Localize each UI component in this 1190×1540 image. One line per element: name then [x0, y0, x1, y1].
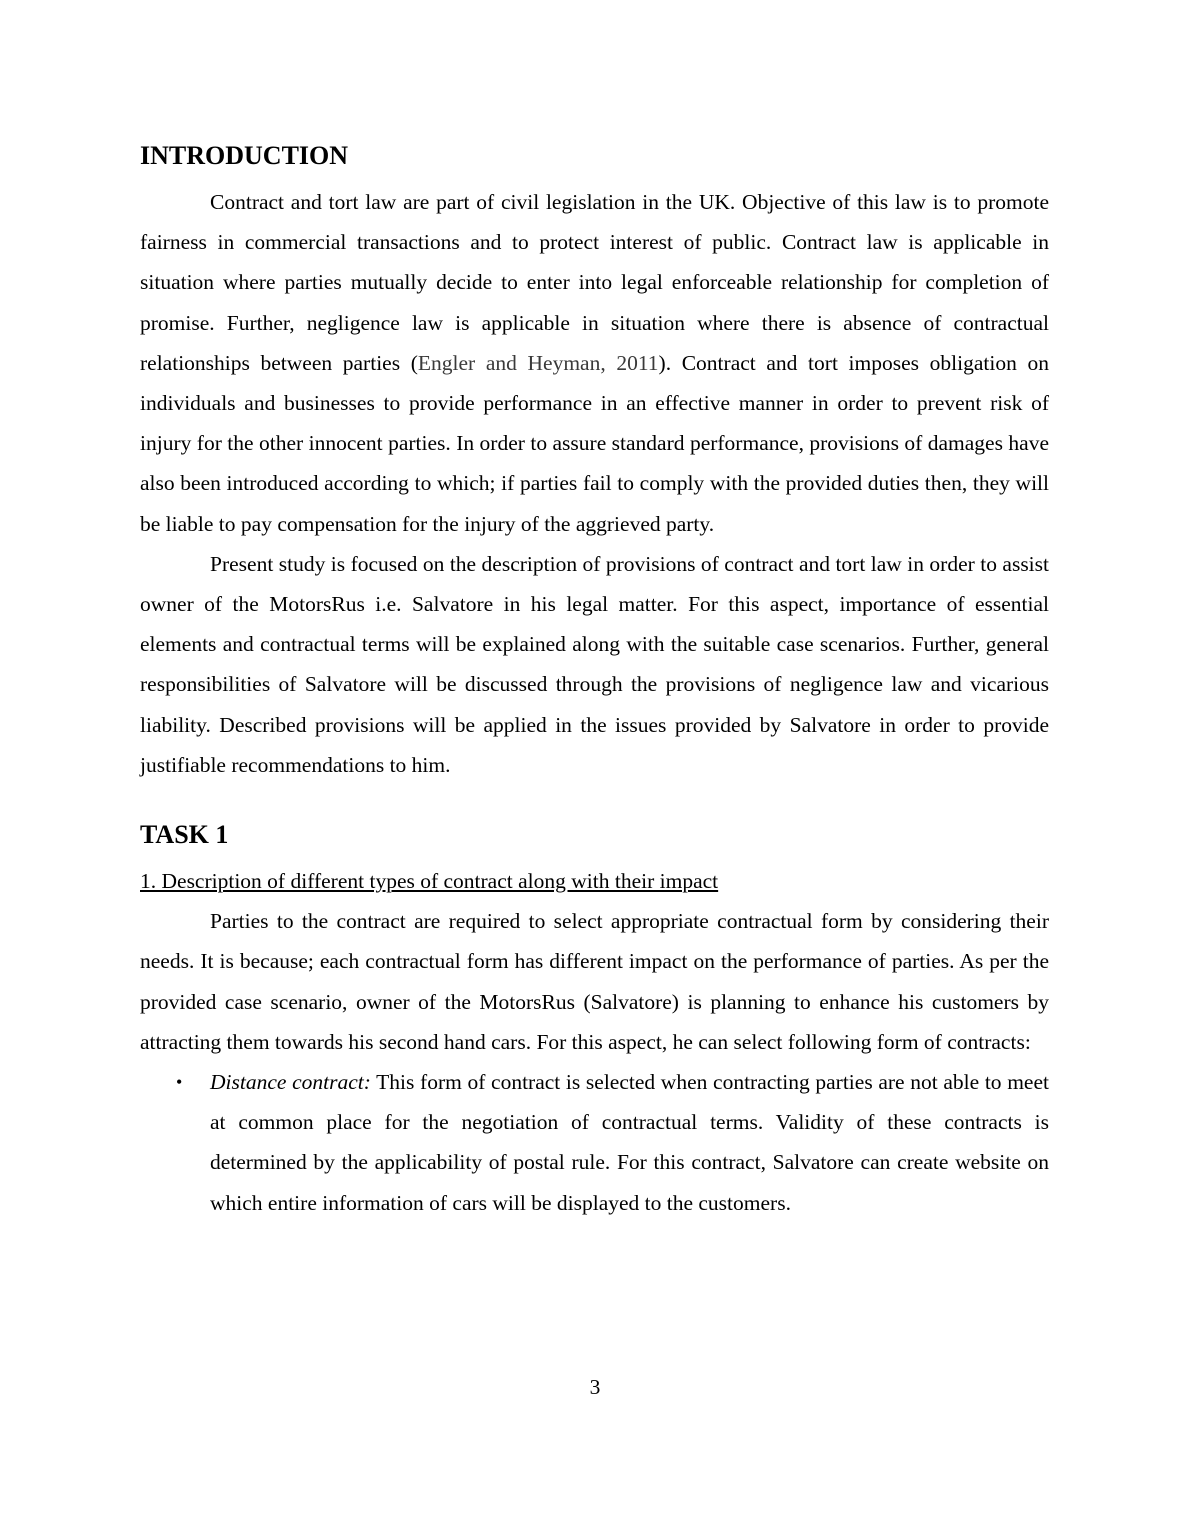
list-item-distance-contract — [140, 1062, 1049, 1223]
bullet-icon: • — [176, 1072, 183, 1093]
page-number: 3 — [589, 1375, 601, 1399]
citation-engler-heyman: Engler and Heyman, 2011 — [417, 350, 659, 375]
task1-heading: TASK 1 — [140, 820, 229, 850]
page-content — [140, 140, 1049, 1223]
introduction-paragraph-2: Present study is focused on the description of provisions of contract and tort law in order to assist owner of the MotorsRus i.e. Salvatore in his legal matter. For this aspect, importance of essential elements and contractual terms will be explained along with the suitable case scenarios. Further, general responsibilities of Salvatore will be discussed through the provisions of negligence law and vicarious liability. Described provisions will be applied in the issues provided by Salvatore in order to provide justifiable recommendations to him. — [140, 551, 1049, 777]
contract-types-list — [140, 1062, 1049, 1223]
introduction-paragraph-1-text-b: ). Contract and tort imposes obligation on individuals and businesses to provide performance in an effective manner in order to prevent risk of injury for the other innocent parties. In order to assure standard performance, provisions of damages have also been introduced according to which; if parties fail to comply with the provided duties then, they will be liable to pay compensation for the injury of the aggrieved party. — [140, 350, 1049, 536]
introduction-heading: INTRODUCTION — [140, 141, 349, 170]
distance-contract-description: This form of contract is selected when contracting parties are not able to meet at common place for the negotiation of contractual terms. Validity of these contracts is determined by the applicability of postal rule. For this contract, Salvatore can create website on which entire information of cars will be displayed to the customers. — [210, 1070, 1049, 1215]
introduction-paragraph-1 — [140, 182, 1049, 544]
task1-paragraph-1: Parties to the contract are required to select appropriate contractual form by considering their needs. It is because; each contractual form has different impact on the performance of parties. As per the provided case scenario, owner of the MotorsRus (Salvatore) is planning to enhance his customers by attracting them towards his second hand cars. For this aspect, he can select following form of contracts: — [140, 909, 1049, 1054]
task1-subheading: 1. Description of different types of contract along with their impact — [140, 869, 719, 894]
term-distance-contract: Distance contract: — [210, 1070, 371, 1095]
introduction-paragraph-1-text-a: Contract and tort law are part of civil legislation in the UK. Objective of this law is to promote fairness in commercial transactions and to protect interest of public. Contract law is applicable in situation where parties mutually decide to enter into legal enforceable relationship for completion of promise. Further, negligence law is applicable in situation where there is absence of contractual relationships between parties ( — [140, 190, 1049, 375]
